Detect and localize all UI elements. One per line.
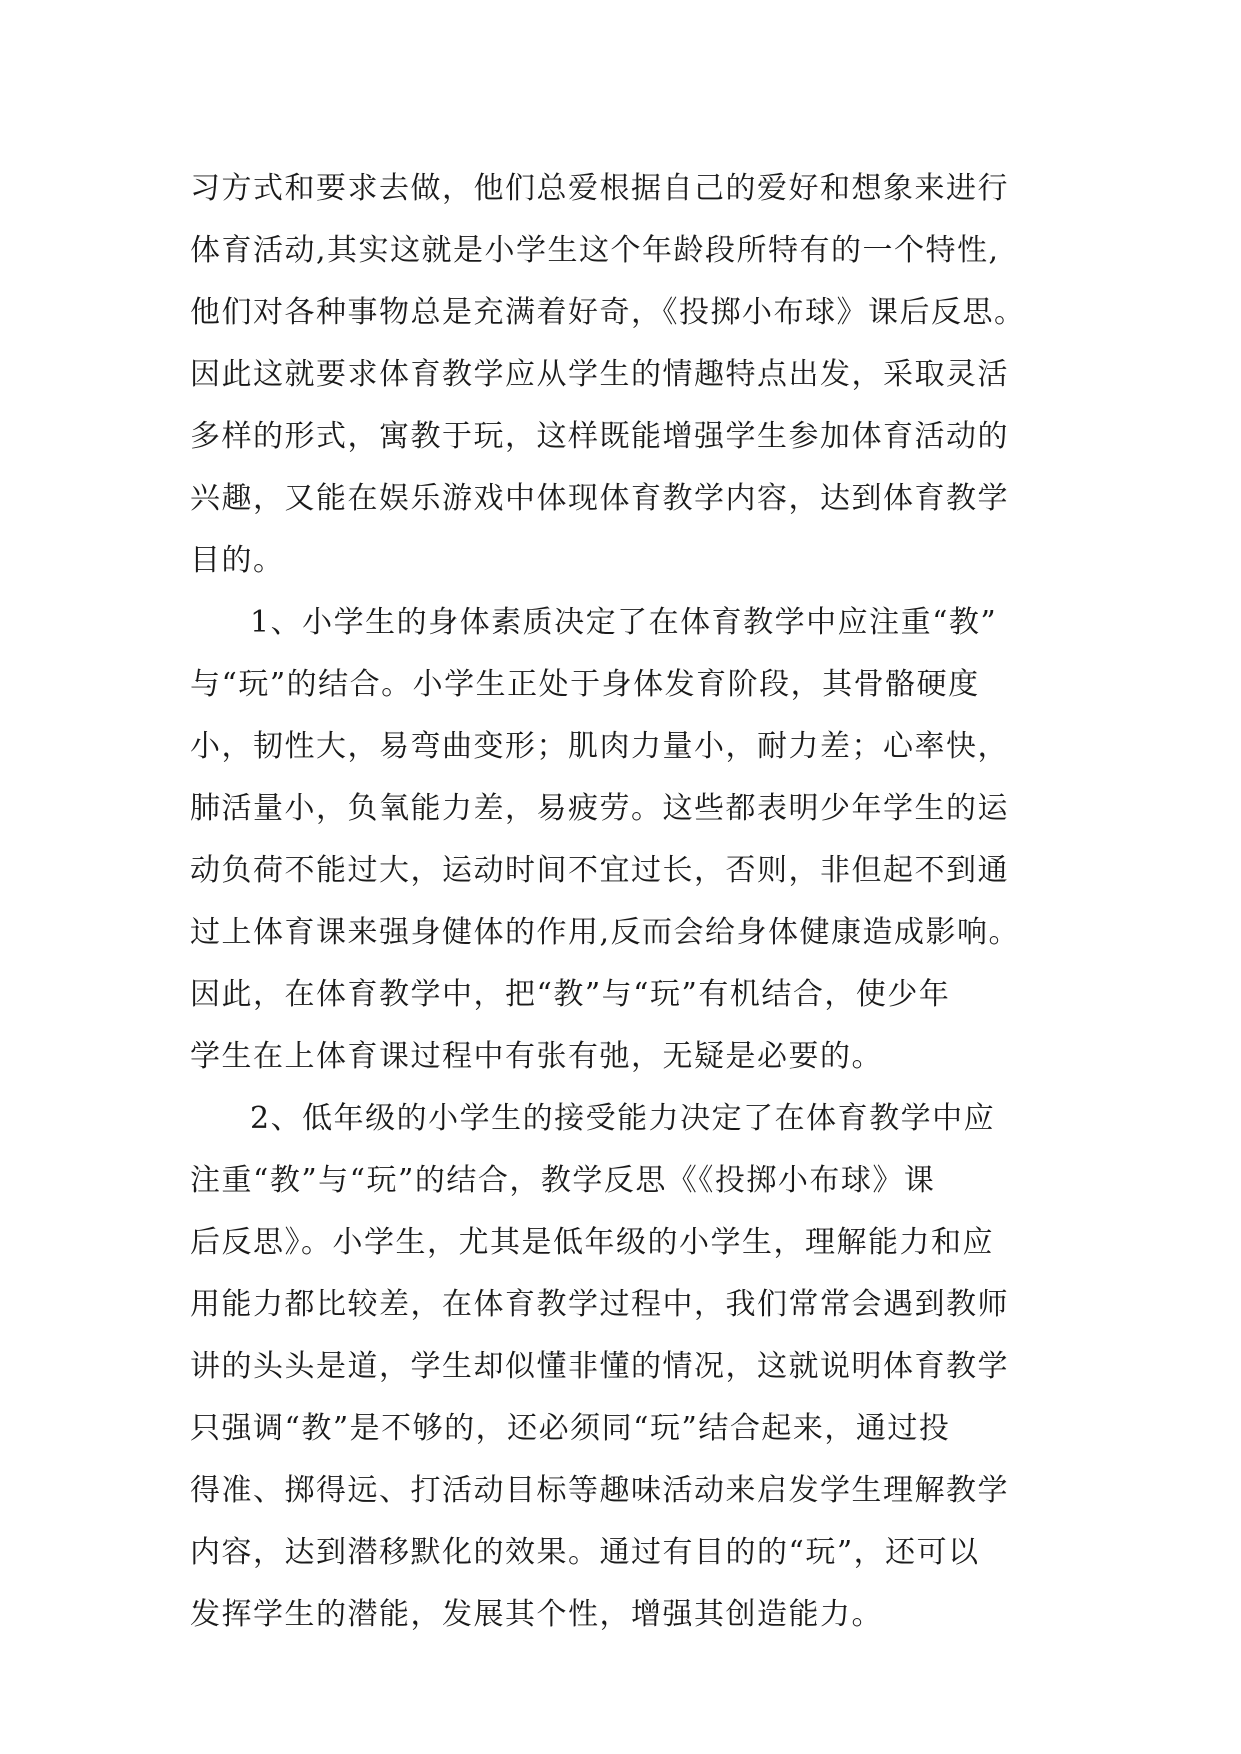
text-line: 讲的头头是道，学生却似懂非懂的情况，这就说明体育教学 bbox=[190, 1349, 1009, 1384]
body-text bbox=[190, 158, 1090, 1646]
text-line: 肺活量小，负氧能力差，易疲劳。这些都表明少年学生的运 bbox=[190, 791, 1009, 826]
text-line: 后反思》。小学生，尤其是低年级的小学生，理解能力和应 bbox=[190, 1225, 994, 1260]
text-line: 只强调“教”是不够的，还必须同“玩”结合起来，通过投 bbox=[190, 1411, 951, 1446]
text-line: 用能力都比较差，在体育教学过程中，我们常常会遇到教师 bbox=[190, 1287, 1009, 1322]
text-line: 动负荷不能过大，运动时间不宜过长，否则，非但起不到通 bbox=[190, 853, 1009, 888]
text-line: 多样的形式，寓教于玩，这样既能增强学生参加体育活动的 bbox=[190, 419, 1009, 454]
paragraph-1-first-line: 1、小学生的身体素质决定了在体育教学中应注重“教” bbox=[250, 605, 998, 640]
text-line: 注重“教”与“玩”的结合，教学反思《《投掷小布球》课 bbox=[190, 1163, 936, 1198]
text-line: 过上体育课来强身健体的作用,反而会给身体健康造成影响。 bbox=[190, 915, 1021, 950]
text-line: 他们对各种事物总是充满着好奇，《投掷小布球》课后反思。 bbox=[190, 295, 1026, 330]
text-line: 小，韧性大，易弯曲变形；肌肉力量小，耐力差；心率快， bbox=[190, 729, 1009, 764]
text-line: 兴趣，又能在娱乐游戏中体现体育教学内容，达到体育教学 bbox=[190, 481, 1009, 516]
text-line: 与“玩”的结合。小学生正处于身体发育阶段，其骨骼硬度 bbox=[190, 667, 980, 702]
text-line: 习方式和要求去做，他们总爱根据自己的爱好和想象来进行 bbox=[190, 171, 1009, 206]
text-line: 因此，在体育教学中，把“教”与“玩”有机结合，使少年 bbox=[190, 977, 951, 1012]
text-line: 发挥学生的潜能，发展其个性，增强其创造能力。 bbox=[190, 1597, 883, 1632]
text-line: 内容，达到潜移默化的效果。通过有目的的“玩”，还可以 bbox=[190, 1535, 980, 1570]
text-line: 学生在上体育课过程中有张有弛，无疑是必要的。 bbox=[190, 1039, 883, 1074]
text-line: 目的。 bbox=[190, 543, 285, 578]
text-line: 因此这就要求体育教学应从学生的情趣特点出发，采取灵活 bbox=[190, 357, 1009, 392]
text-line: 体育活动,其实这就是小学生这个年龄段所特有的一个特性, bbox=[190, 233, 1000, 268]
paragraph-2-first-line: 2、低年级的小学生的接受能力决定了在体育教学中应 bbox=[250, 1101, 996, 1136]
text-line: 得准、掷得远、打活动目标等趣味活动来启发学生理解教学 bbox=[190, 1473, 1009, 1508]
